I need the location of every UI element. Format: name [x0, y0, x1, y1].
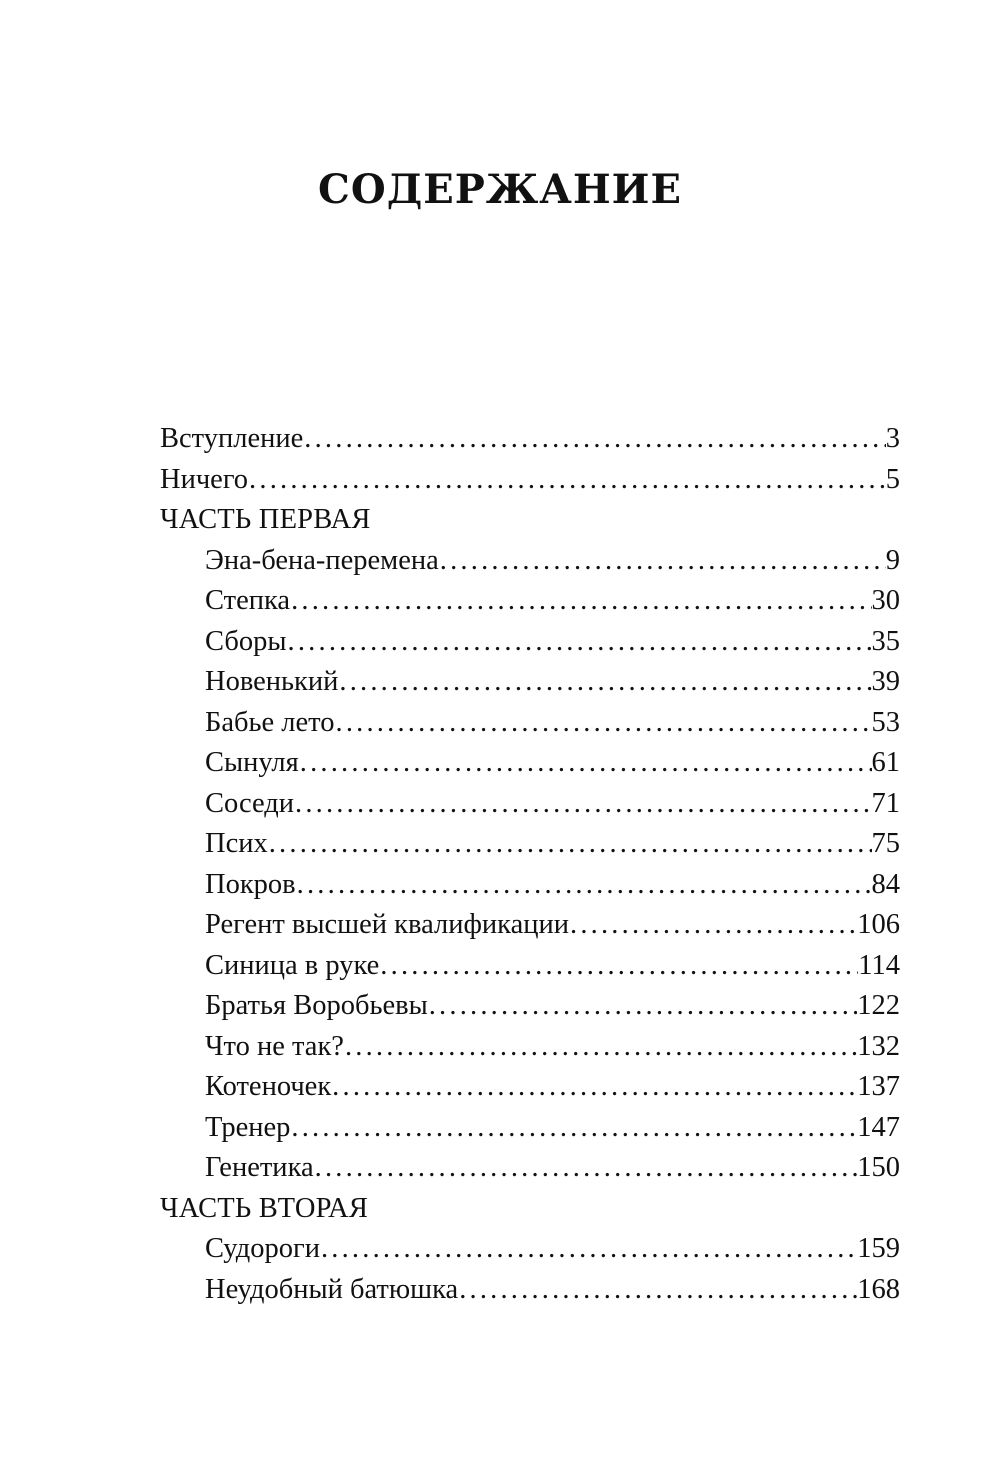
- dot-leader: [248, 460, 886, 501]
- toc-entry: [160, 784, 900, 825]
- toc-entry-page: 39: [871, 666, 900, 697]
- toc-entry-page: 35: [871, 625, 900, 657]
- toc-entry: [160, 419, 900, 460]
- dot-leader: [569, 905, 857, 946]
- toc-entry-page: 137: [857, 1071, 900, 1102]
- dot-leader: [320, 1229, 857, 1270]
- toc-entry-title: Псих: [205, 828, 268, 859]
- dot-leader: [379, 946, 858, 987]
- dot-leader: [290, 581, 871, 622]
- toc-entry: [160, 1067, 900, 1108]
- toc-entry-title: Ничего: [160, 463, 249, 495]
- toc-entry-title: Синица в руке: [205, 949, 380, 981]
- toc-entry-title: Тренер: [205, 1111, 291, 1143]
- toc-entry-title: Вступление: [160, 423, 304, 454]
- toc-entry: [160, 460, 900, 501]
- toc-entry: [160, 743, 900, 784]
- toc-entry-page: 61: [871, 747, 900, 778]
- dot-leader: [303, 419, 885, 460]
- toc-entry-page: 5: [885, 463, 900, 495]
- toc-entry-title: Эна-бена-перемена: [205, 544, 439, 576]
- toc-entry-page: 3: [885, 423, 900, 454]
- toc-entry-title: Покров: [205, 868, 296, 900]
- toc-entry-title: Котеночек: [205, 1071, 332, 1102]
- toc-entry: [160, 541, 900, 582]
- toc-entry-page: 147: [857, 1111, 900, 1143]
- dot-leader: [294, 784, 872, 825]
- toc-entry-page: 75: [871, 828, 900, 859]
- toc-entry-page: 53: [871, 706, 900, 738]
- toc-entry: [160, 824, 900, 865]
- toc-entry-title: Бабье лето: [205, 706, 335, 738]
- toc-entry-title: Судороги: [205, 1233, 320, 1264]
- toc-entry-title: Новенький: [205, 666, 339, 697]
- toc-entry-title: Что не так?: [205, 1030, 344, 1062]
- dot-leader: [428, 986, 858, 1027]
- toc-entry: [160, 1270, 900, 1311]
- toc-entry-page: 168: [857, 1273, 900, 1305]
- toc-entry: [160, 905, 900, 946]
- toc-entry: [160, 581, 900, 622]
- toc-entry-page: 30: [871, 585, 900, 616]
- toc-entry: [160, 622, 900, 663]
- toc-part-heading: [160, 500, 900, 541]
- dot-leader: [335, 703, 872, 744]
- dot-leader: [268, 824, 872, 865]
- toc-entry: [160, 1027, 900, 1068]
- toc-entry: [160, 946, 900, 987]
- dot-leader: [338, 662, 871, 703]
- toc-entry-title: Степка: [205, 585, 291, 616]
- toc-entry-page: 132: [857, 1030, 900, 1062]
- toc-entry-title: Братья Воробьевы: [205, 990, 428, 1021]
- toc-entry-title: Генетика: [205, 1152, 314, 1183]
- toc-entry: [160, 1148, 900, 1189]
- toc-entry-page: 71: [871, 787, 900, 819]
- toc-entry-page: 159: [857, 1233, 900, 1264]
- dot-leader: [290, 1108, 857, 1149]
- dot-leader: [331, 1067, 857, 1108]
- table-of-contents: [160, 419, 900, 1310]
- toc-entry-title: Сборы: [205, 625, 287, 657]
- dot-leader: [344, 1027, 857, 1068]
- toc-entry: [160, 865, 900, 906]
- toc-entry: [160, 662, 900, 703]
- dot-leader: [287, 622, 872, 663]
- toc-entry-page: 84: [871, 868, 900, 900]
- dot-leader: [439, 541, 886, 582]
- toc-entry-title: Сынуля: [205, 747, 299, 778]
- toc-entry-title: Соседи: [205, 787, 294, 819]
- dot-leader: [314, 1148, 858, 1189]
- dot-leader: [296, 865, 872, 906]
- toc-entry: [160, 1229, 900, 1270]
- toc-entry-page: 106: [857, 909, 900, 940]
- dot-leader: [299, 743, 872, 784]
- toc-entry-page: 114: [858, 949, 900, 981]
- toc-entry: [160, 1108, 900, 1149]
- toc-entry-page: 9: [885, 544, 900, 576]
- toc-part-title: ЧАСТЬ ВТОРАЯ: [160, 1192, 369, 1224]
- toc-entry: [160, 986, 900, 1027]
- toc-part-heading: [160, 1189, 900, 1230]
- toc-part-title: ЧАСТЬ ПЕРВАЯ: [160, 504, 371, 535]
- toc-entry: [160, 703, 900, 744]
- toc-entry-page: 122: [857, 990, 900, 1021]
- toc-entry-page: 150: [857, 1152, 900, 1183]
- dot-leader: [458, 1270, 857, 1311]
- toc-entry-title: Неудобный батюшка: [205, 1273, 459, 1305]
- toc-entry-title: Регент высшей квалификации: [205, 909, 569, 940]
- page-title: СОДЕРЖАНИЕ: [318, 166, 682, 213]
